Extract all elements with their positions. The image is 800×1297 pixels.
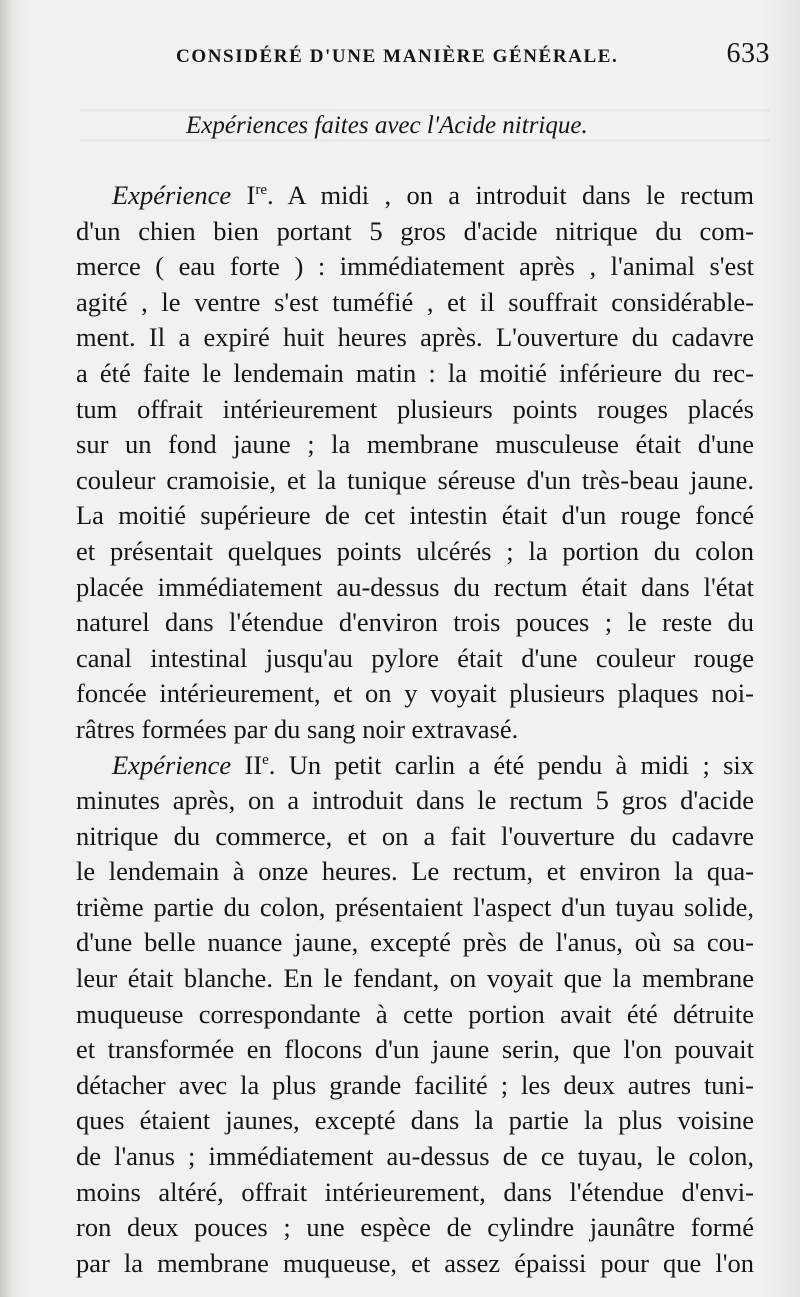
paragraph-line: tum offrait intérieurement plusieurs points rouges placés <box>76 393 754 424</box>
paragraph-line: agité , le ventre s'est tuméfié , et il souffrait considérable- <box>76 286 754 317</box>
experiment-2-first-line <box>76 748 754 784</box>
paragraph-line: placée immédiatement au-dessus du rectum était dans l'état <box>76 571 754 602</box>
paragraph-line: nitrique du commerce, et on a fait l'ouverture du cadavre <box>76 820 754 851</box>
experiment-1-first-line <box>76 178 754 214</box>
paragraph-line: par la membrane muqueuse, et assez épaissi pour que l'on <box>76 1247 754 1278</box>
experiment-2-ordinal: e <box>262 751 269 768</box>
paragraph-line: ques étaient jaunes, excepté dans la partie la plus voisine <box>76 1105 754 1136</box>
paragraph-line: moins altéré, offrait intérieurement, dans l'étendue d'envi- <box>76 1176 754 1207</box>
experiment-1-number: I <box>246 180 256 210</box>
paragraph-line: leur était blanche. En le fendant, on voyait que la membrane <box>76 963 754 994</box>
paragraph-line: ron deux pouces ; une espèce de cylindre jaunâtre formé <box>76 1212 754 1243</box>
paragraph-line: . Un petit carlin a été pendu à midi ; six <box>268 749 755 780</box>
paragraph-line: merce ( eau forte ) : immédiatement après , l'animal s'est <box>76 251 754 282</box>
paragraph-line: sur un fond jaune ; la membrane musculeuse était d'une <box>76 429 754 460</box>
paragraph-line: ment. Il a expiré huit heures après. L'ouverture du cadavre <box>76 322 754 353</box>
paragraph-line: et transformée en flocons d'un jaune serin, que l'on pouvait <box>76 1034 754 1065</box>
paragraph-line: de l'anus ; immédiatement au-dessus de ce tuyau, le colon, <box>76 1141 754 1172</box>
paragraph-line: La moitié supérieure de cet intestin était d'un rouge foncé <box>76 500 754 531</box>
paragraph-line: foncée intérieurement, et on y voyait plusieurs plaques noi- <box>76 678 754 709</box>
page-number: 633 <box>726 38 770 69</box>
paragraph-line: d'une belle nuance jaune, excepté près de l'anus, où sa cou- <box>76 927 754 958</box>
paragraph-line: couleur cramoisie, et la tunique séreuse d'un très-beau jaune. <box>76 464 754 495</box>
paragraph-line: détacher avec la plus grande facilité ; les deux autres tuni- <box>76 1069 754 1100</box>
running-title: CONSIDÉRÉ D'UNE MANIÈRE GÉNÉRALE. <box>176 46 619 67</box>
experiment-2-label: Expérience <box>112 749 232 780</box>
paragraph-line: muqueuse correspondante à cette portion avait été détruite <box>76 998 754 1029</box>
paragraph-line: le lendemain à onze heures. Le rectum, et environ la qua- <box>76 856 754 887</box>
experiment-1-label: Expérience <box>112 180 232 210</box>
page-gutter-shadow <box>0 0 14 1297</box>
paragraph-line: et présentait quelques points ulcérés ; la portion du colon <box>76 535 754 566</box>
paragraph-line: d'un chien bien portant 5 gros d'acide nitrique du com- <box>76 215 754 246</box>
experiment-2-number: II <box>244 749 263 780</box>
paragraph-line: minutes après, on a introduit dans le rectum 5 gros d'acide <box>76 785 754 816</box>
section-heading: Expériences faites avec l'Acide nitrique. <box>186 112 588 139</box>
paragraph-line: . A midi , on a introduit dans le rectum <box>267 180 754 210</box>
paragraph-line: naturel dans l'étendue d'environ trois pouces ; le reste du <box>76 607 754 638</box>
page-header <box>80 34 770 74</box>
paragraph-line: canal intestinal jusqu'au pylore était d'une couleur rouge <box>76 642 754 673</box>
paragraph-line: râtres formées par du sang noir extravasé. <box>76 713 519 744</box>
paragraph-line: trième partie du colon, présentaient l'aspect d'un tuyau solide, <box>76 891 754 922</box>
paragraph-line: a été faite le lendemain matin : la moitié inférieure du rec- <box>76 357 754 388</box>
experiment-1-ordinal: re <box>255 182 268 199</box>
body-text <box>76 178 754 1281</box>
